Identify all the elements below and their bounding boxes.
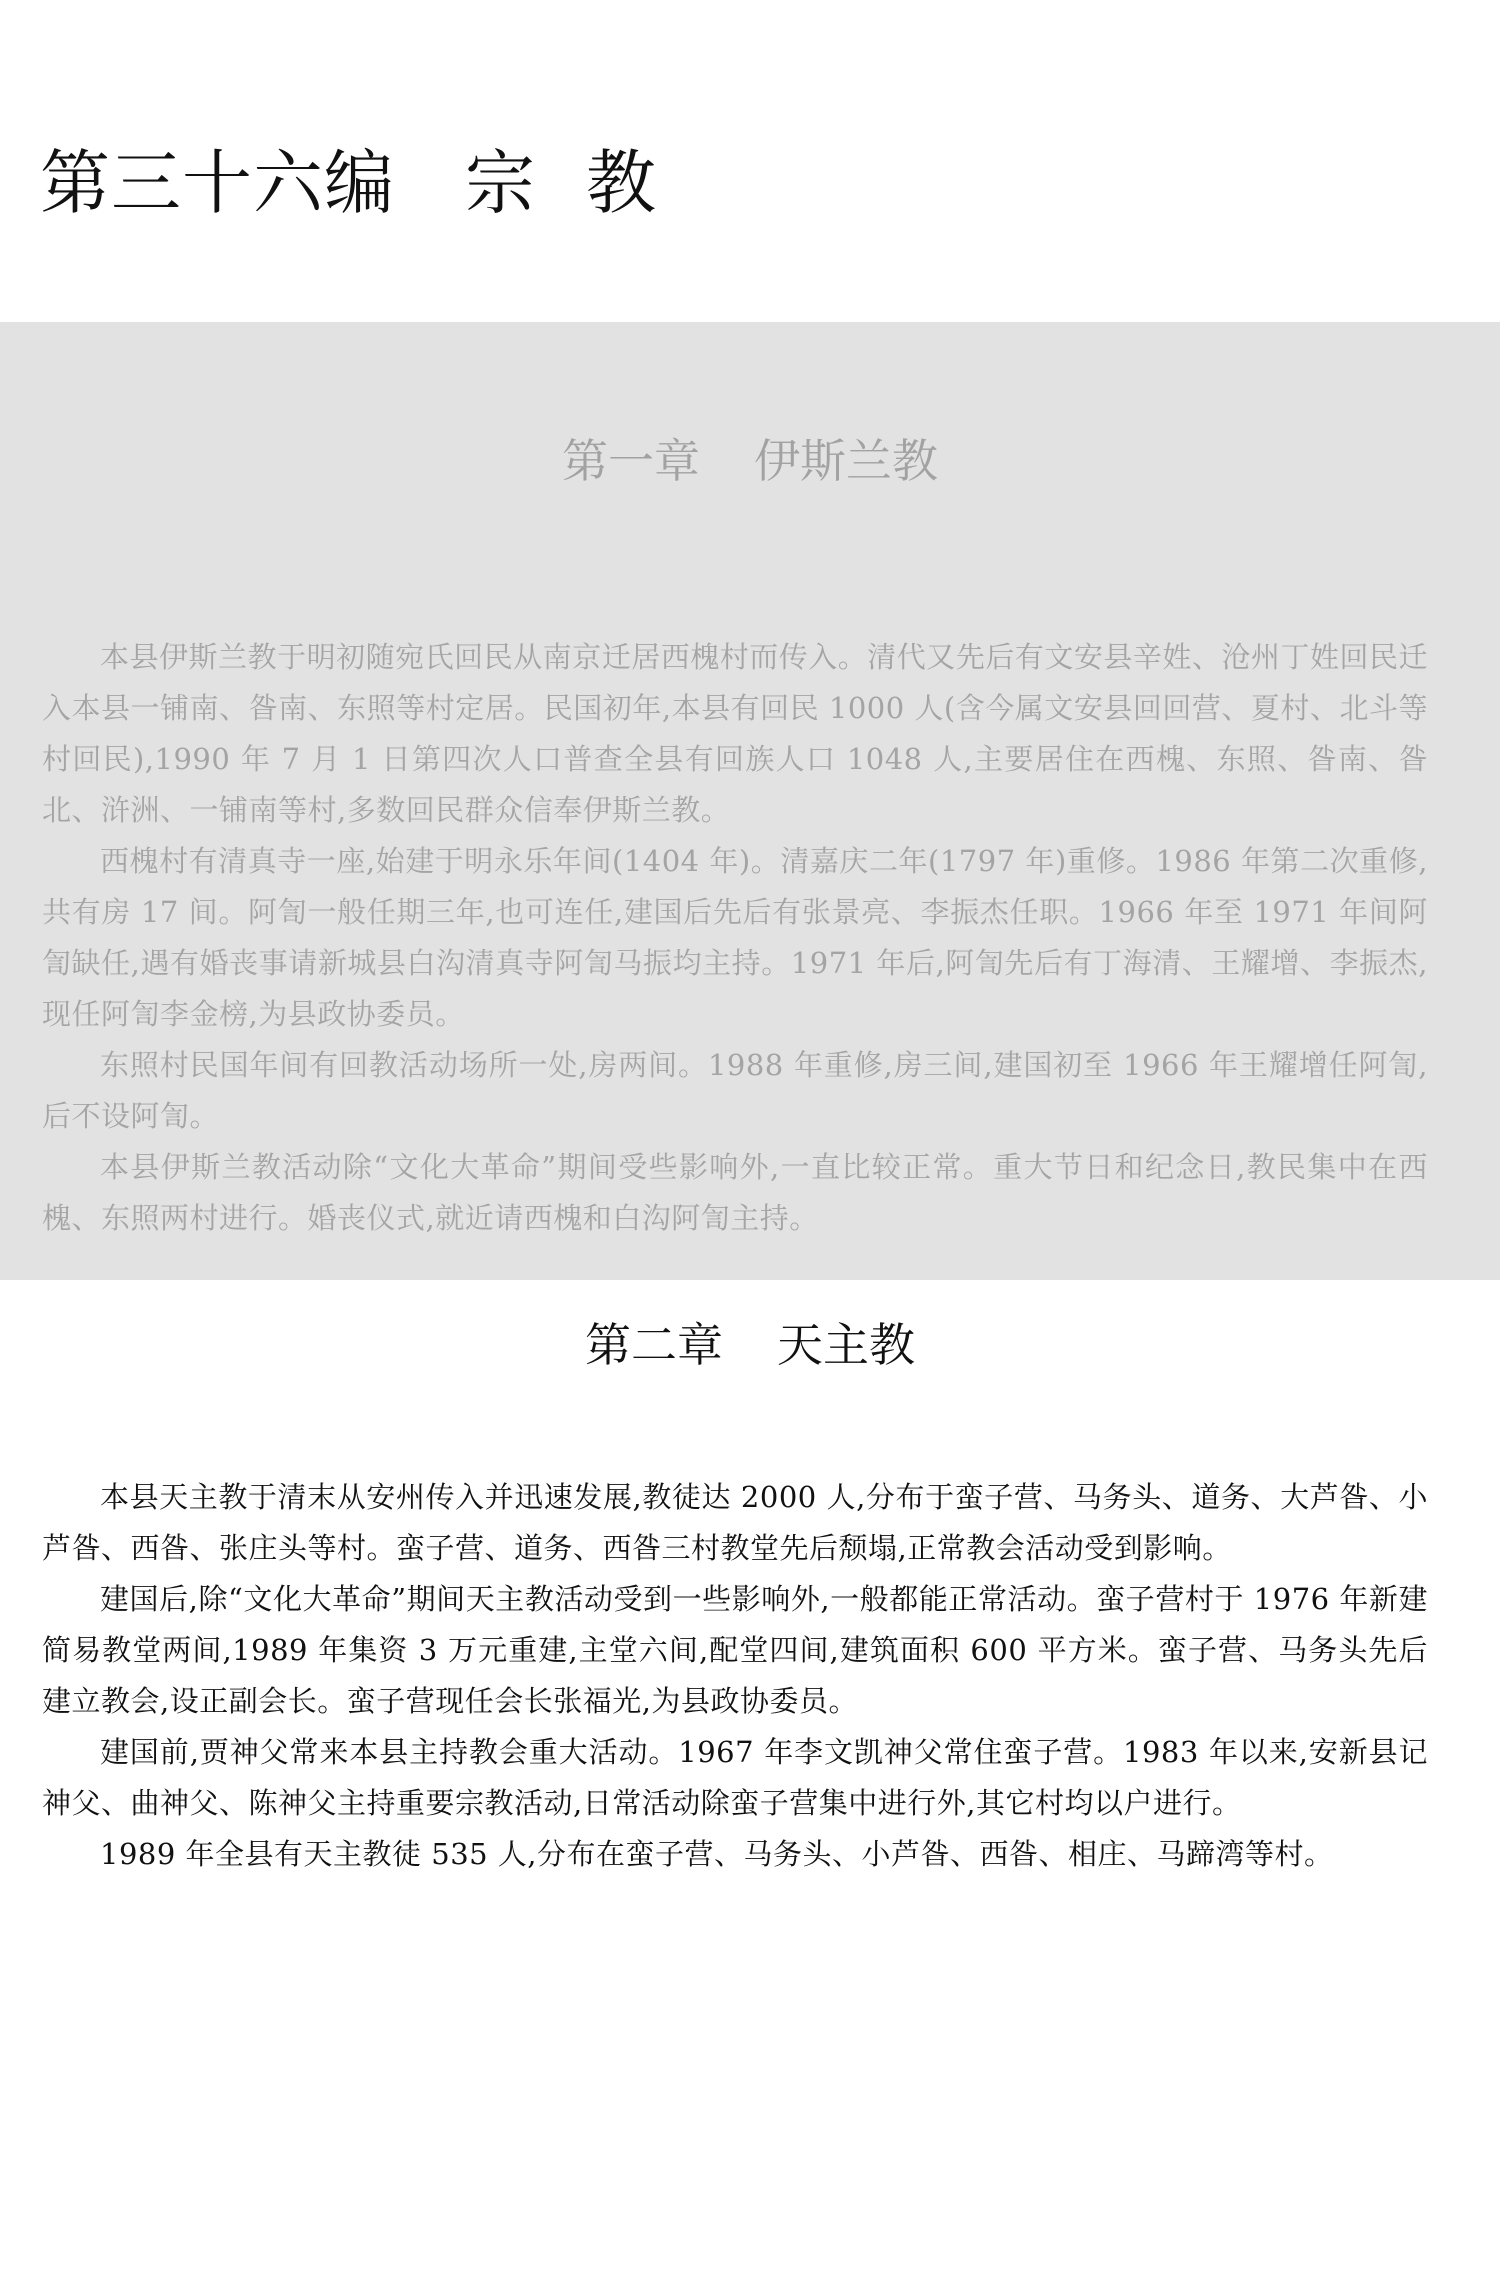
chapter-2-number: 第二章 (585, 1318, 723, 1372)
chapter-1-islam-section (0, 322, 1500, 1280)
chapter-1-heading (0, 434, 1500, 488)
paragraph: 本县伊斯兰教活动除“文化大革命”期间受些影响外,一直比较正常。重大节日和纪念日,教民集中在西槐、东照两村进行。婚丧仪式,就近请西槐和白沟阿訇主持。 (42, 1150, 1428, 1235)
paragraph: 东照村民国年间有回教活动场所一处,房两间。1988 年重修,房三间,建国初至 1966 年王耀增任阿訇,后不设阿訇。 (42, 1048, 1428, 1133)
paragraph: 建国后,除“文化大革命”期间天主教活动受到一些影响外,一般都能正常活动。蛮子营村于 1976 年新建简易教堂两间,1989 年集资 3 万元重建,主堂六间,配堂四间,建筑面积 600 平方米。蛮子营、马务头先后建立教会,设正副会长。蛮子营现任会长张福光,为县政协委员。 (42, 1582, 1428, 1718)
paragraph: 1989 年全县有天主教徒 535 人,分布在蛮子营、马务头、小芦昝、西昝、相庄、马蹄湾等村。 (100, 1837, 1334, 1871)
paragraph: 本县天主教于清末从安州传入并迅速发展,教徒达 2000 人,分布于蛮子营、马务头、道务、大芦昝、小芦昝、西昝、张庄头等村。蛮子营、道务、西昝三村教堂先后颓塌,正常教会活动受到影响。 (42, 1480, 1428, 1565)
paragraph: 本县伊斯兰教于明初随宛氏回民从南京迁居西槐村而传入。清代又先后有文安县辛姓、沧州丁姓回民迁入本县一铺南、昝南、东照等村定居。民国初年,本县有回民 1000 人(含今属文安县回回营、夏村、北斗等村回民),1990 年 7 月 1 日第四次人口普查全县有回族人口 1048 人,主要居住在西槐、东照、昝南、昝北、浒洲、一铺南等村,多数回民群众信奉伊斯兰教。 (42, 640, 1428, 827)
part-title (40, 142, 657, 224)
paragraph: 西槐村有清真寺一座,始建于明永乐年间(1404 年)。清嘉庆二年(1797 年)重修。1986 年第二次重修,共有房 17 间。阿訇一般任期三年,也可连任,建国后先后有张景亮、李振杰任职。1966 年至 1971 年间阿訇缺任,遇有婚丧事请新城县白沟清真寺阿訇马振均主持。1971 年后,阿訇先后有丁海清、王耀增、李振杰,现任阿訇李金榜,为县政协委员。 (42, 844, 1428, 1031)
part-number: 第三十六编 (40, 142, 395, 224)
chapter-2-heading (0, 1318, 1500, 1372)
chapter-1-name: 伊斯兰教 (754, 434, 938, 488)
chapter-2-name: 天主教 (777, 1318, 915, 1372)
part-name-second-char: 教 (586, 142, 657, 224)
chapter-1-number: 第一章 (562, 434, 700, 488)
chapter-2-body (42, 1472, 1428, 1880)
chapter-1-body (42, 632, 1428, 1244)
part-name-first-char: 宗 (465, 142, 536, 224)
paragraph: 建国前,贾神父常来本县主持教会重大活动。1967 年李文凯神父常住蛮子营。1983 年以来,安新县记神父、曲神父、陈神父主持重要宗教活动,日常活动除蛮子营集中进行外,其它村均以户进行。 (42, 1735, 1428, 1820)
